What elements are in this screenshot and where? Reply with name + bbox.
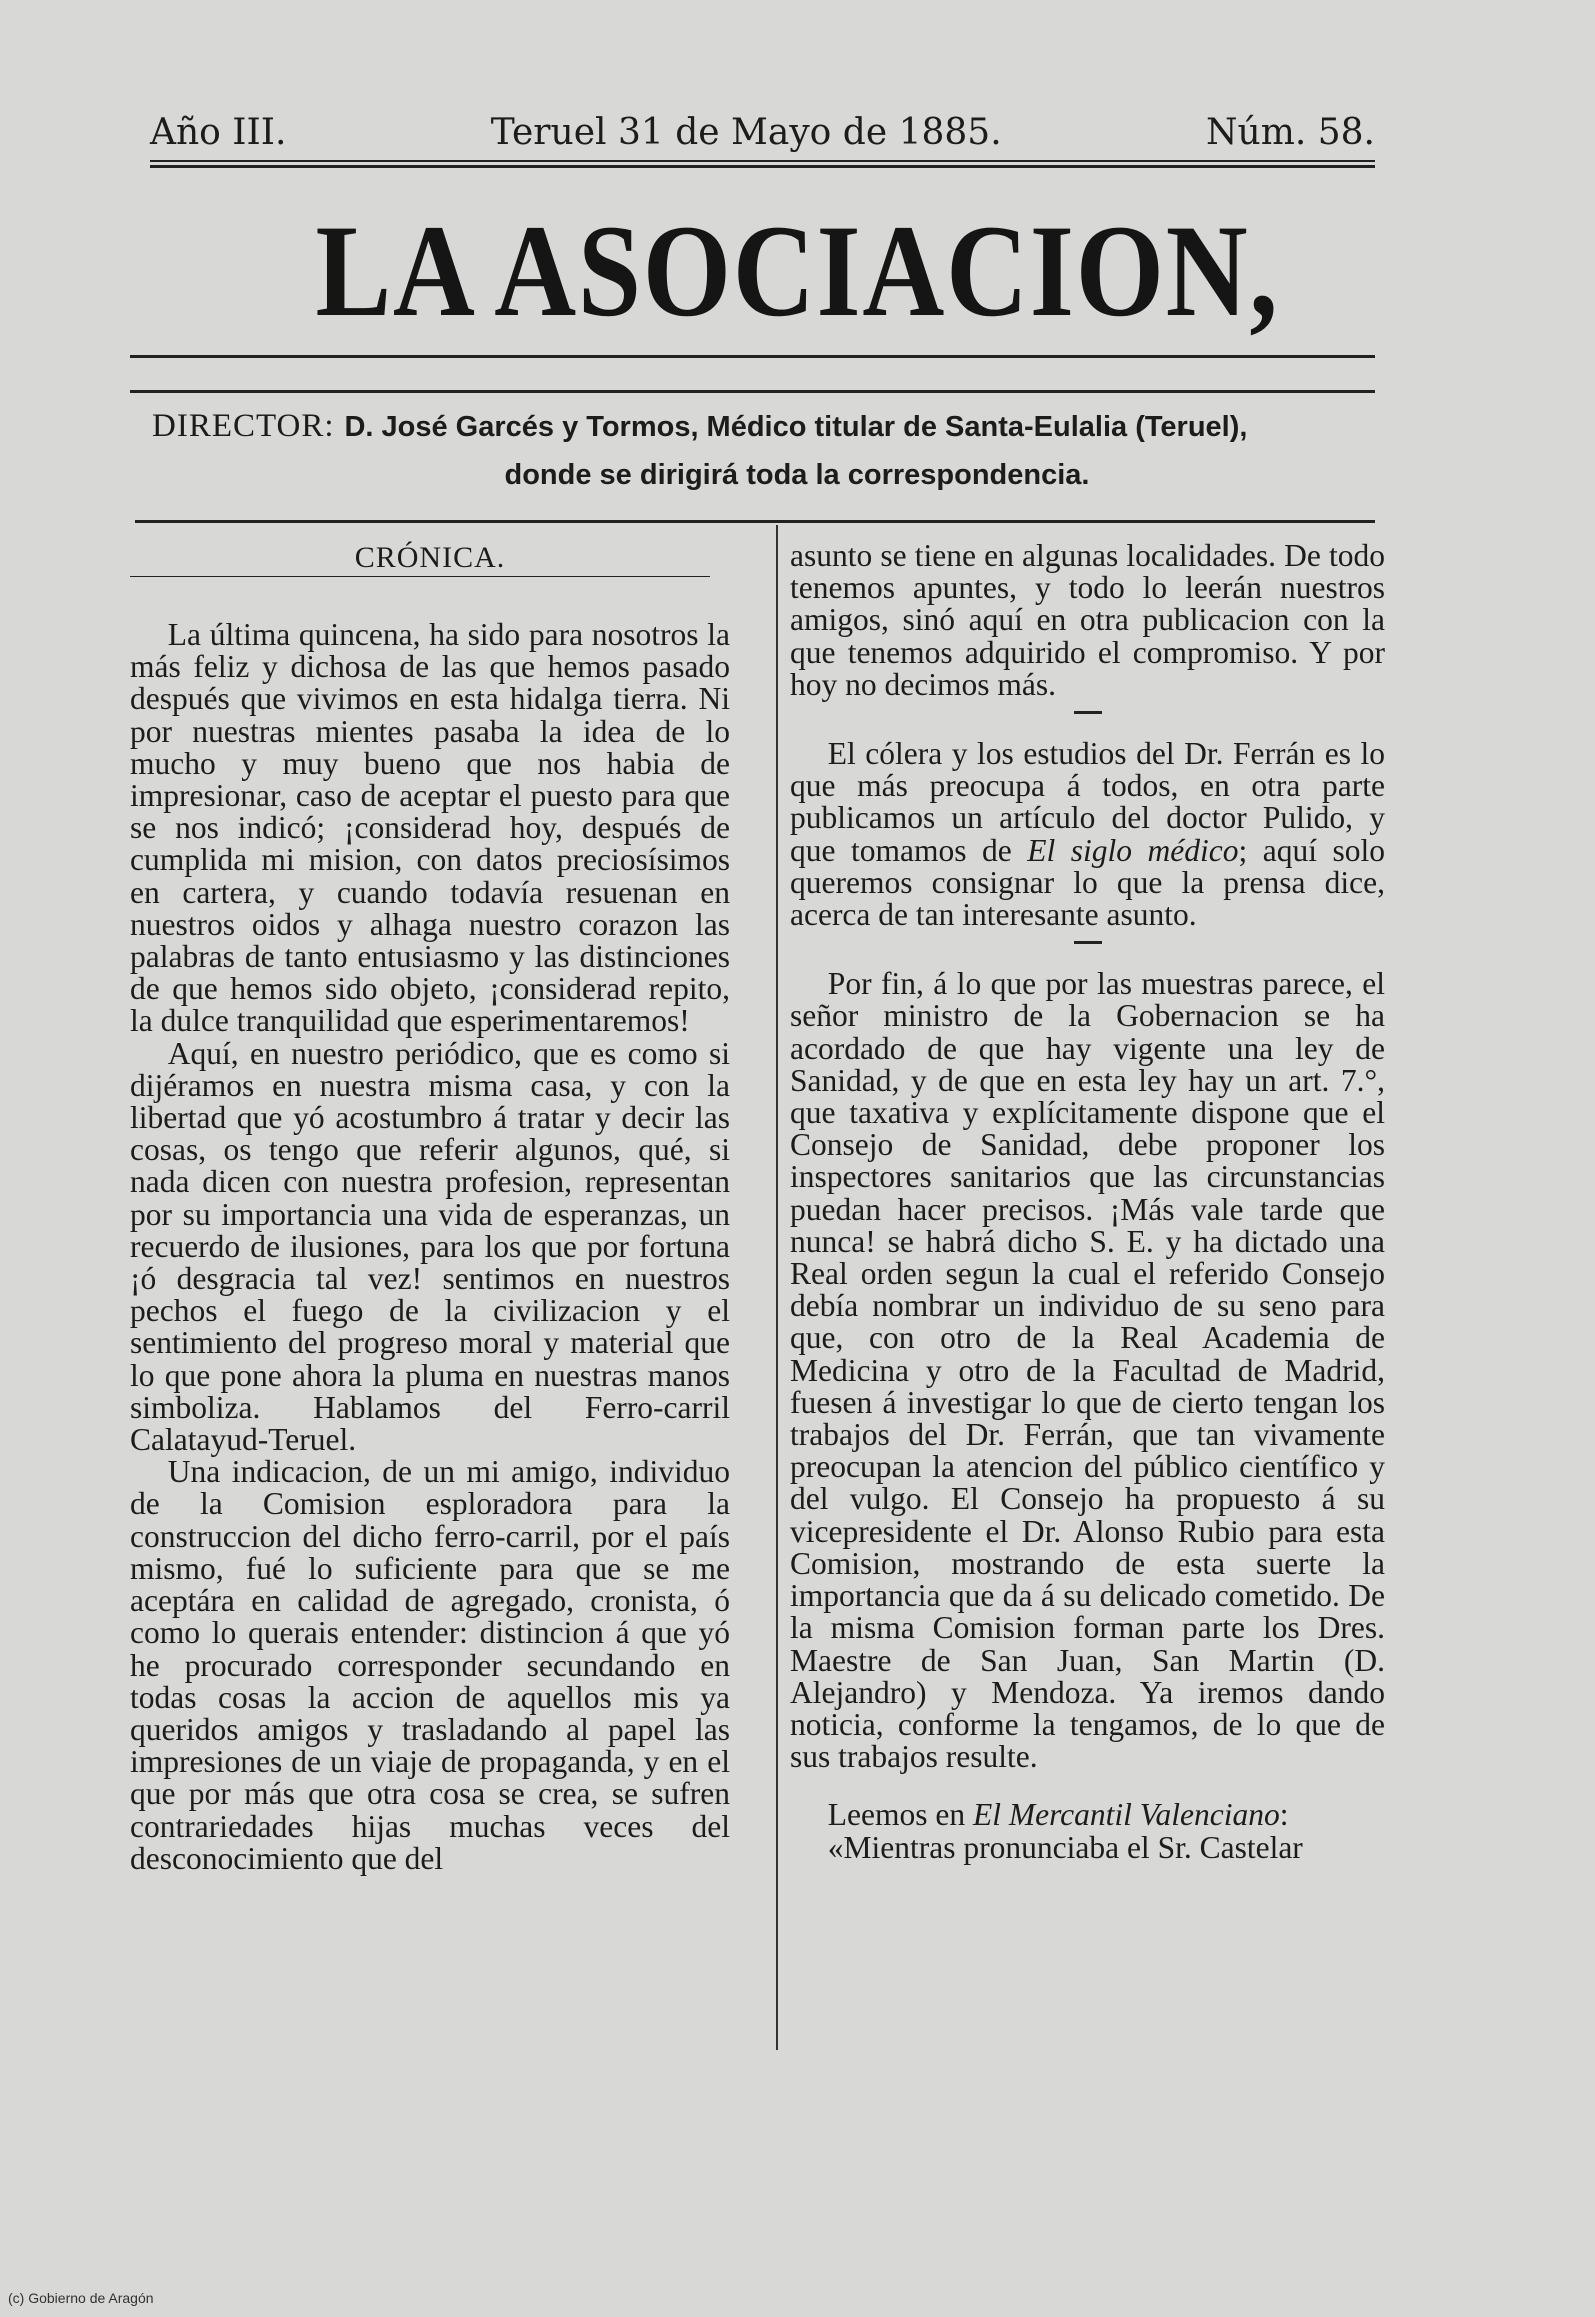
masthead-rule-bottom <box>130 390 1375 393</box>
left-paragraph-1: La última quincena, ha sido para nosotros la más feliz y dichosa de las que hemos pasado después que vivimos en esta hidalga tierra. Ni por nuestras mientes pasaba la idea de lo mucho y muy bueno que nos habia de impresionar, caso de aceptar el puesto para que se nos indicó; ¡considerad hoy, después de cumplida mi mision, con datos preciosísimos en cartera, y cuando todavía resuenan en nuestros oidos y alhaga nuestro corazon las palabras de tanto entusiasmo y las distinciones de que hemos sido objeto, ¡considerad repito, la dulce tranquilidad que esperimentaremos! <box>130 617 730 1039</box>
right-paragraph-1: asunto se tiene en algunas localidades. De todo tenemos apuntes, y todo lo leerán nuestros amigos, sinó aquí en otra publicacion con la que tenemos adquirido el compromiso. Y por hoy no decimos más. <box>790 538 1385 702</box>
header-rule-thin <box>150 160 1375 162</box>
column-divider <box>776 525 778 2050</box>
right-paragraph-2-text: El cólera y los estudios del Dr. Ferrán es lo que más preocupa á todos, en otra parte publicamos un artículo del doctor Pulido, y que tomamos de <box>790 736 1385 868</box>
director-label: DIRECTOR: <box>152 408 335 444</box>
right-column <box>790 540 1385 1864</box>
left-paragraph-2: Aquí, en nuestro periódico, que es como si dijéramos en nuestra misma casa, y con la libertad que yó acostumbro á tratar y decir las cosas, os tengo que referir algunos, qué, si nada dicen con nuestra profesion, representan por su importancia una vida de esperanzas, un recuerdo de ilusiones, para los que por fortuna ¡ó desgracia tal vez! sentimos en nuestros pechos el fuego de la civilizacion y el sentimiento del progreso moral y material que lo que pone ahora la pluma en nuestras manos simboliza. Hablamos del Ferro-carril Calatayud-Teruel. <box>130 1035 730 1458</box>
copyright-credit: (c) Gobierno de Aragón <box>8 2290 154 2306</box>
separator-dash <box>1074 941 1102 944</box>
separator-dash <box>1074 711 1102 714</box>
director-line <box>152 402 1382 499</box>
section-rule <box>130 576 710 577</box>
right-paragraph-4 <box>790 1799 1385 1831</box>
issue-header <box>150 112 1375 153</box>
right-paragraph-5: «Mientras pronunciaba el Sr. Castelar <box>827 1829 1303 1865</box>
left-column <box>130 541 730 1876</box>
left-paragraph-3: Una indicacion, de un mi amigo, individuo de la Comision esploradora para la construccion del dicho ferro-carril, por el país mismo, fué lo suficiente para que se me aceptára en calidad de agregado, cronista, ó como lo querais entender: distincion á que yó he procurado corresponder secundando en todas cosas la accion de aquellos mis ya queridos amigos y trasladando al papel las impresiones de un viaje de propaganda, y en el que por más que otra cosa se crea, se sufren contrariedades hijas muchas veces del desconocimiento que del <box>130 1454 730 1876</box>
periodical-title-siglo: El siglo médico <box>1027 832 1239 868</box>
director-name: D. José Garcés y Tormos, Médico titular de Santa-Eulalia (Teruel), <box>344 411 1248 443</box>
masthead-title: LA ASOCIACION, <box>315 197 1280 344</box>
right-paragraph-2-text-end: ; aquí solo queremos consignar lo que la prensa dice, acerca de tan interesante asunto. <box>790 832 1385 933</box>
section-title: CRÓNICA. <box>354 541 506 574</box>
right-paragraph-2 <box>790 738 1385 931</box>
periodical-title-mercantil: El Mercantil Valenciano <box>973 1797 1280 1833</box>
masthead-rule-top <box>130 355 1375 358</box>
director-rule <box>135 520 1375 523</box>
right-paragraph-3: Por fin, á lo que por las muestras parece, el señor ministro de la Gobernacion se ha acordado de que hay vigente una ley de Sanidad, y de que en esta ley hay un art. 7.°, que taxativa y explícitamente dispone que el Consejo de Sanidad, debe proponer los inspectores sanitarios que las circunstancias puedan hacer precisos. ¡Más vale tarde que nunca! se habrá dicho S. E. y ha dictado una Real orden segun la cual el referido Consejo debía nombrar un individuo de su seno para que, con otro de la Real Academia de Medicina y otro de la Facultad de Madrid, fuesen á investigar lo que de cierto tengan los trabajos del Dr. Ferrán, que tan vivamente preocupan la atencion del público científico y del vulgo. El Consejo ha propuesto á su vicepresidente el Dr. Alonso Rubio para esta Comision, mostrando de esta suerte la importancia que da á su delicado cometido. De la misma Comision forman parte los Dres. Maestre de San Juan, San Martin (D. Alejandro) y Mendoza. Ya iremos dando noticia, conforme la tengamos, de lo que de sus trabajos resulte. <box>790 966 1385 1775</box>
issue-place-date: Teruel 31 de Mayo de 1885. <box>490 112 1002 153</box>
issue-year: Año III. <box>150 112 287 153</box>
header-rule-thick <box>150 165 1375 168</box>
issue-number: Núm. 58. <box>1206 112 1375 153</box>
right-paragraph-4-colon: : <box>1279 1797 1289 1833</box>
right-paragraph-4-text: Leemos en <box>827 1797 973 1833</box>
director-correspondence: donde se dirigirá toda la correspondencia. <box>504 459 1090 491</box>
